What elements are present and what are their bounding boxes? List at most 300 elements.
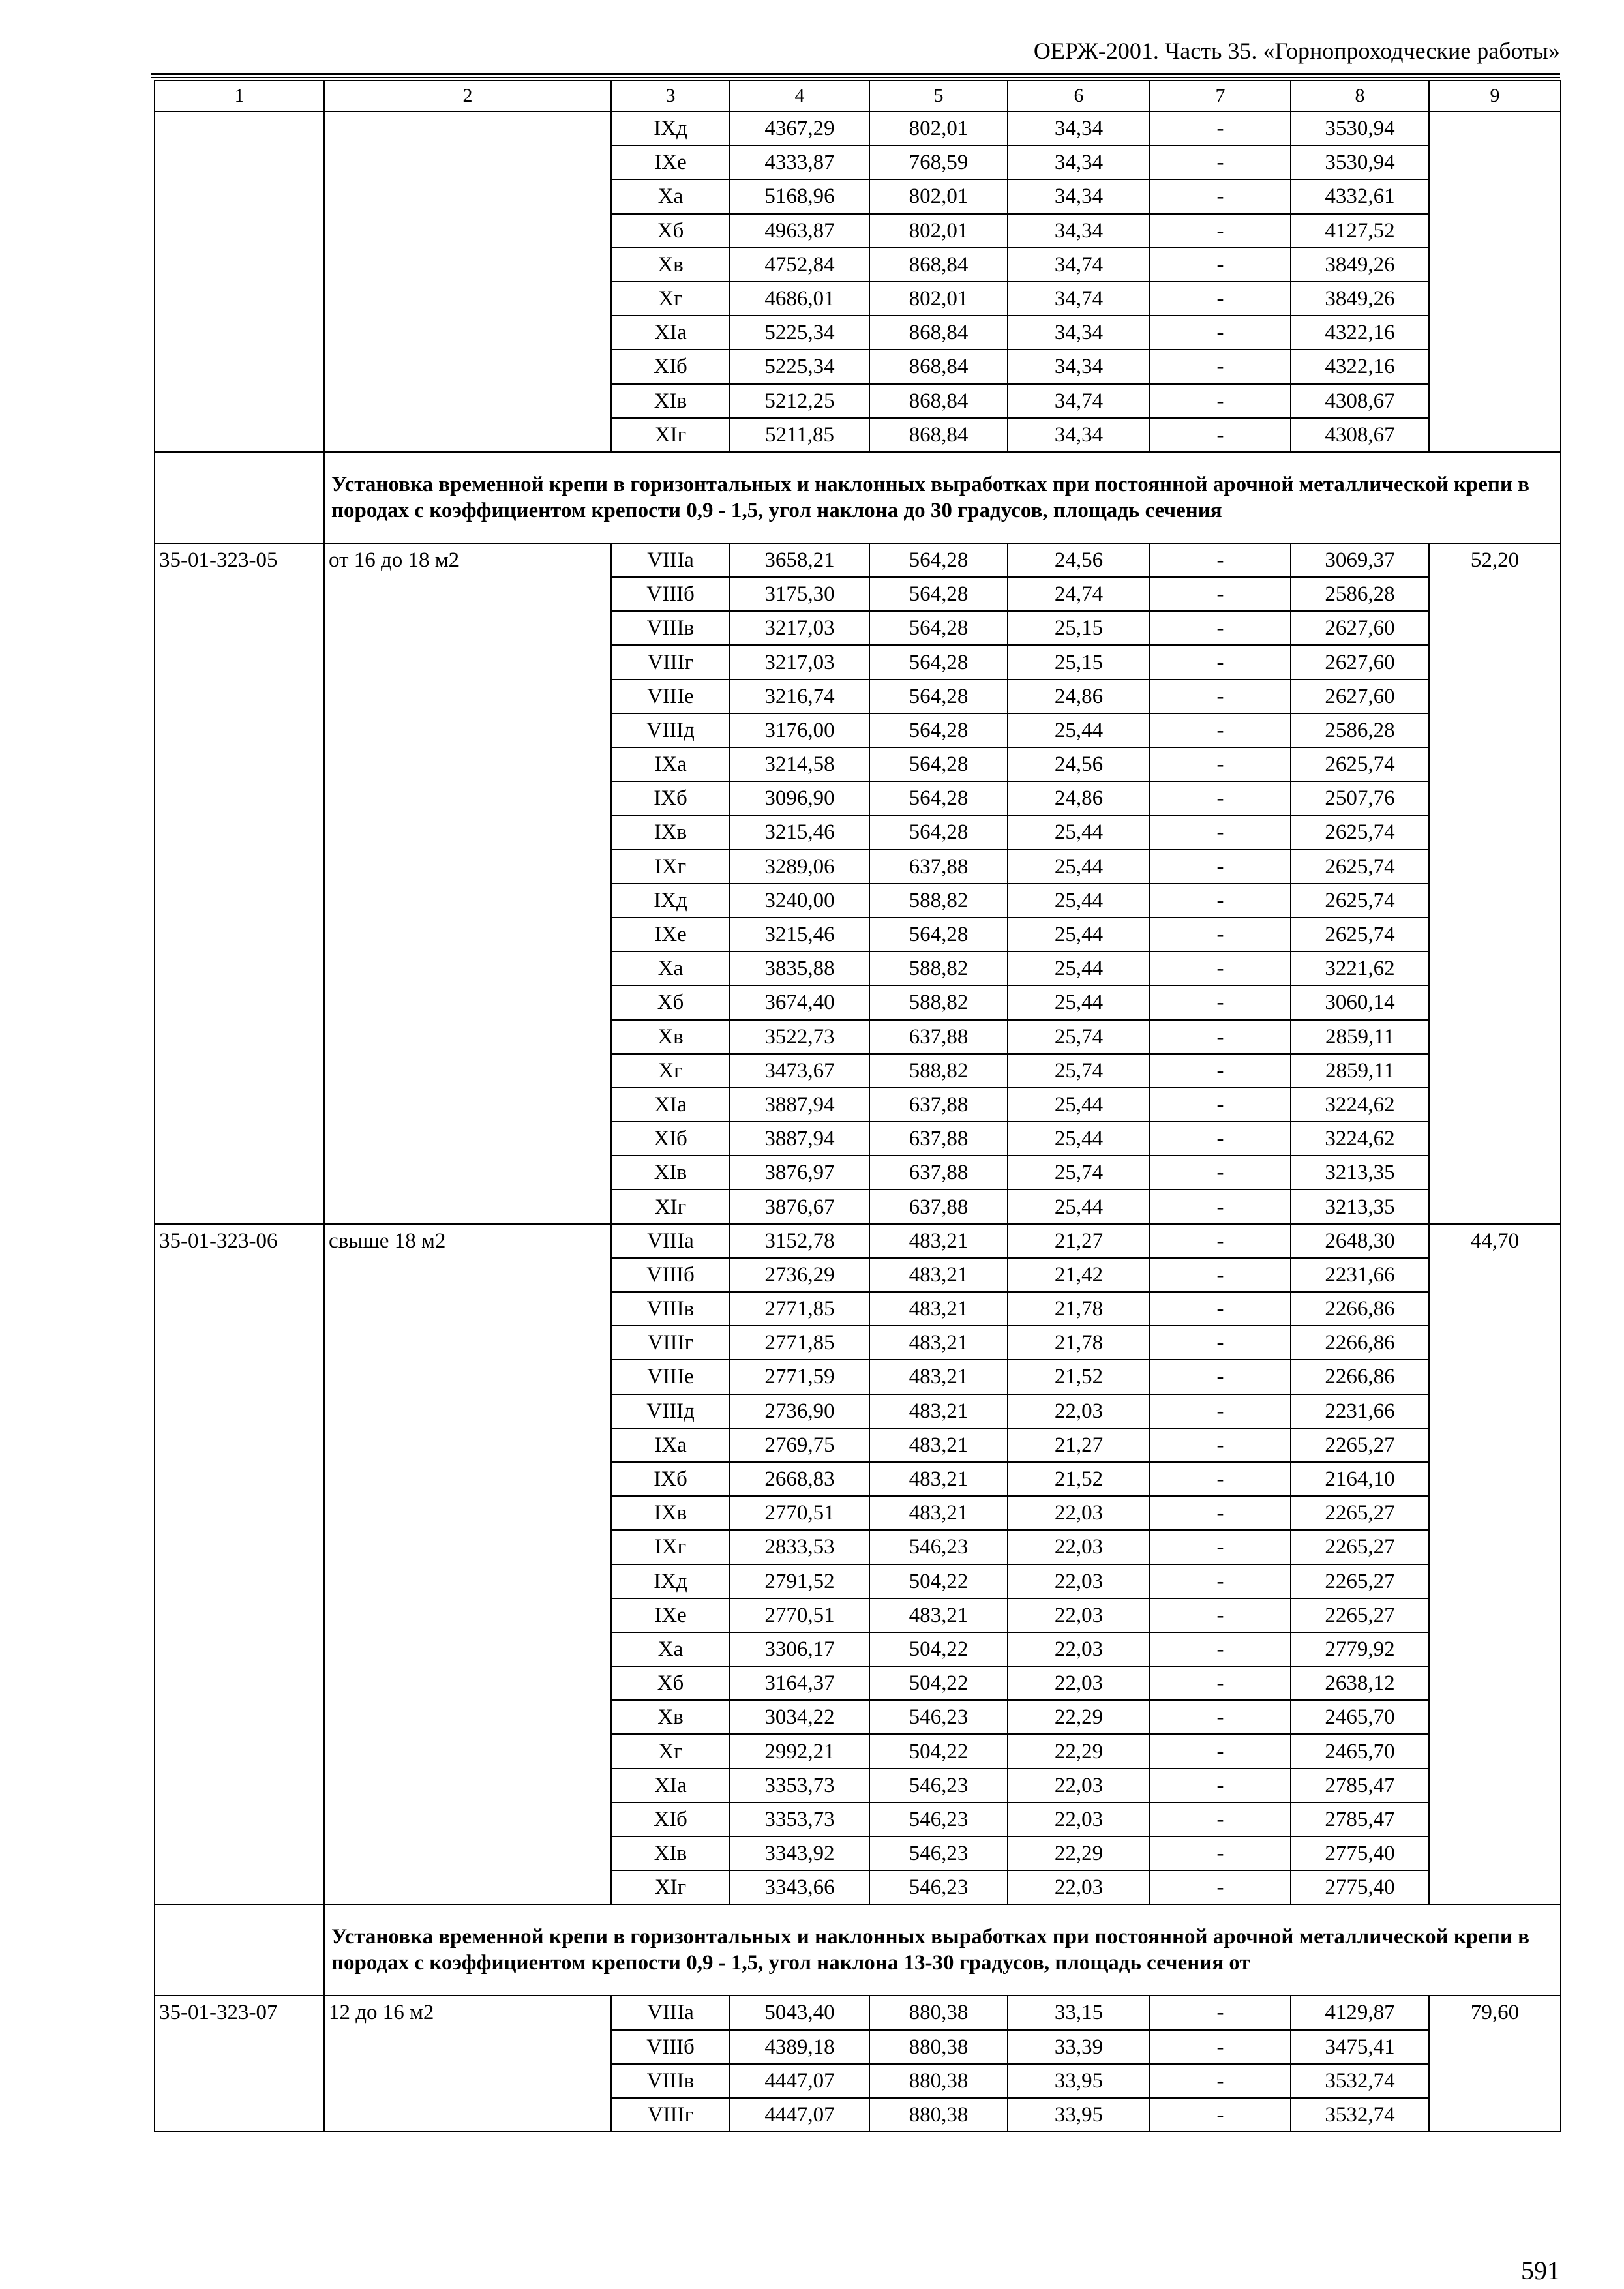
materials-cost: 2627,60	[1291, 645, 1429, 679]
machine-cost: 25,44	[1008, 918, 1150, 951]
rock-category: IXе	[611, 918, 730, 951]
materials-cost: 2625,74	[1291, 850, 1429, 884]
total-cost: 3215,46	[730, 815, 869, 849]
machine-cost: 25,74	[1008, 1054, 1150, 1088]
materials-cost: 4322,16	[1291, 316, 1429, 350]
wages: 637,88	[869, 850, 1008, 884]
driver-wages: -	[1150, 1496, 1291, 1530]
total-cost: 4333,87	[730, 145, 869, 179]
machine-cost: 22,29	[1008, 1836, 1150, 1870]
table-row	[155, 1996, 1561, 2029]
driver-wages: -	[1150, 815, 1291, 849]
rock-category: Xг	[611, 1734, 730, 1768]
wages: 564,28	[869, 645, 1008, 679]
rock-category: IXа	[611, 1428, 730, 1462]
rock-category: IXа	[611, 747, 730, 781]
wages: 483,21	[869, 1462, 1008, 1496]
machine-cost: 34,74	[1008, 248, 1150, 282]
machine-cost: 22,03	[1008, 1769, 1150, 1803]
rock-category: XIб	[611, 350, 730, 383]
wages: 504,22	[869, 1734, 1008, 1768]
machine-cost: 22,03	[1008, 1564, 1150, 1598]
machine-cost: 22,03	[1008, 1803, 1150, 1836]
wages: 880,38	[869, 1996, 1008, 2029]
materials-cost: 2638,12	[1291, 1666, 1429, 1700]
wages: 504,22	[869, 1632, 1008, 1666]
driver-wages: -	[1150, 112, 1291, 145]
rock-category: Xб	[611, 1666, 730, 1700]
driver-wages: -	[1150, 350, 1291, 383]
machine-cost: 21,27	[1008, 1428, 1150, 1462]
section-title: Установка временной крепи в горизонтальных и наклонных выработках при постоянной арочной металлической крепи в породах с коэффициентом крепости 0,9 - 1,5, угол наклона 13-30 градусов, площадь сечения от	[324, 1904, 1561, 1996]
machine-cost: 25,44	[1008, 951, 1150, 985]
wages: 564,28	[869, 815, 1008, 849]
materials-cost: 2465,70	[1291, 1734, 1429, 1768]
wages: 802,01	[869, 214, 1008, 248]
total-cost: 3343,66	[730, 1870, 869, 1904]
total-cost: 5225,34	[730, 350, 869, 383]
driver-wages: -	[1150, 418, 1291, 452]
labor-cost-empty	[1429, 112, 1561, 452]
machine-cost: 24,56	[1008, 543, 1150, 577]
driver-wages: -	[1150, 1769, 1291, 1803]
rock-category: VIIIв	[611, 611, 730, 645]
rock-category: Xб	[611, 985, 730, 1019]
wages: 546,23	[869, 1870, 1008, 1904]
rock-category: VIIIб	[611, 577, 730, 611]
driver-wages: -	[1150, 282, 1291, 316]
driver-wages: -	[1150, 1360, 1291, 1394]
rock-category: XIа	[611, 1769, 730, 1803]
driver-wages: -	[1150, 1836, 1291, 1870]
total-cost: 3674,40	[730, 985, 869, 1019]
machine-cost: 34,34	[1008, 316, 1150, 350]
column-number: 1	[155, 80, 324, 112]
total-cost: 5168,96	[730, 179, 869, 213]
wages: 868,84	[869, 350, 1008, 383]
driver-wages: -	[1150, 577, 1291, 611]
total-cost: 3214,58	[730, 747, 869, 781]
wages: 868,84	[869, 418, 1008, 452]
header-rule-thick	[151, 73, 1560, 75]
materials-cost: 3224,62	[1291, 1088, 1429, 1122]
machine-cost: 22,03	[1008, 1666, 1150, 1700]
column-number-row	[155, 80, 1561, 112]
wages: 483,21	[869, 1326, 1008, 1360]
rock-category: Xб	[611, 214, 730, 248]
wages: 483,21	[869, 1360, 1008, 1394]
total-cost: 3217,03	[730, 611, 869, 645]
wages: 483,21	[869, 1224, 1008, 1258]
driver-wages: -	[1150, 951, 1291, 985]
table-row	[155, 543, 1561, 577]
total-cost: 3176,00	[730, 713, 869, 747]
column-number: 3	[611, 80, 730, 112]
total-cost: 3215,46	[730, 918, 869, 951]
rock-category: IXв	[611, 815, 730, 849]
rock-category: VIIIг	[611, 2098, 730, 2132]
rock-category: IXв	[611, 1496, 730, 1530]
total-cost: 5043,40	[730, 1996, 869, 2029]
driver-wages: -	[1150, 248, 1291, 282]
materials-cost: 2265,27	[1291, 1598, 1429, 1632]
total-cost: 2770,51	[730, 1496, 869, 1530]
rock-category: Xа	[611, 179, 730, 213]
wages: 483,21	[869, 1292, 1008, 1326]
wages: 564,28	[869, 611, 1008, 645]
materials-cost: 2266,86	[1291, 1292, 1429, 1326]
rock-category: VIIIа	[611, 543, 730, 577]
driver-wages: -	[1150, 747, 1291, 781]
machine-cost: 25,44	[1008, 1088, 1150, 1122]
rock-category: XIб	[611, 1122, 730, 1156]
materials-cost: 2627,60	[1291, 680, 1429, 713]
materials-cost: 2266,86	[1291, 1360, 1429, 1394]
machine-cost: 22,03	[1008, 1870, 1150, 1904]
machine-cost: 25,44	[1008, 1189, 1150, 1223]
machine-cost: 33,15	[1008, 1996, 1150, 2029]
machine-cost: 34,34	[1008, 350, 1150, 383]
total-cost: 3096,90	[730, 781, 869, 815]
rock-category: VIIIа	[611, 1224, 730, 1258]
driver-wages: -	[1150, 918, 1291, 951]
materials-cost: 2507,76	[1291, 781, 1429, 815]
driver-wages: -	[1150, 1258, 1291, 1292]
driver-wages: -	[1150, 1530, 1291, 1564]
rock-category: VIIIе	[611, 1360, 730, 1394]
machine-cost: 25,44	[1008, 1122, 1150, 1156]
machine-cost: 25,74	[1008, 1020, 1150, 1054]
wages: 504,22	[869, 1666, 1008, 1700]
column-number: 8	[1291, 80, 1429, 112]
wages: 880,38	[869, 2030, 1008, 2064]
total-cost: 3034,22	[730, 1700, 869, 1734]
materials-cost: 3224,62	[1291, 1122, 1429, 1156]
total-cost: 2668,83	[730, 1462, 869, 1496]
rock-category: VIIIа	[611, 1996, 730, 2029]
machine-cost: 25,44	[1008, 985, 1150, 1019]
machine-cost: 25,44	[1008, 815, 1150, 849]
materials-cost: 2627,60	[1291, 611, 1429, 645]
rock-category: VIIIе	[611, 680, 730, 713]
labor-cost: 44,70	[1429, 1224, 1561, 1905]
materials-cost: 4308,67	[1291, 418, 1429, 452]
driver-wages: -	[1150, 1292, 1291, 1326]
driver-wages: -	[1150, 1020, 1291, 1054]
driver-wages: -	[1150, 543, 1291, 577]
materials-cost: 2265,27	[1291, 1564, 1429, 1598]
rock-category: XIв	[611, 1836, 730, 1870]
wages: 564,28	[869, 747, 1008, 781]
rock-category: Xа	[611, 951, 730, 985]
total-cost: 2770,51	[730, 1598, 869, 1632]
machine-cost: 22,03	[1008, 1598, 1150, 1632]
rock-category: IXг	[611, 850, 730, 884]
work-name: свыше 18 м2	[324, 1224, 611, 1905]
wages: 588,82	[869, 951, 1008, 985]
wages: 483,21	[869, 1258, 1008, 1292]
materials-cost: 2625,74	[1291, 747, 1429, 781]
table-row	[155, 1224, 1561, 1258]
machine-cost: 21,27	[1008, 1224, 1150, 1258]
driver-wages: -	[1150, 214, 1291, 248]
driver-wages: -	[1150, 179, 1291, 213]
resource-code: 35-01-323-07	[155, 1996, 324, 2132]
driver-wages: -	[1150, 1598, 1291, 1632]
rates-table-body	[155, 80, 1561, 2132]
machine-cost: 25,44	[1008, 850, 1150, 884]
driver-wages: -	[1150, 1462, 1291, 1496]
machine-cost: 22,29	[1008, 1700, 1150, 1734]
total-cost: 2771,59	[730, 1360, 869, 1394]
total-cost: 2736,29	[730, 1258, 869, 1292]
driver-wages: -	[1150, 781, 1291, 815]
driver-wages: -	[1150, 2064, 1291, 2098]
materials-cost: 2586,28	[1291, 577, 1429, 611]
wages: 768,59	[869, 145, 1008, 179]
wages: 483,21	[869, 1394, 1008, 1428]
materials-cost: 2775,40	[1291, 1870, 1429, 1904]
column-number: 9	[1429, 80, 1561, 112]
wages: 637,88	[869, 1156, 1008, 1189]
total-cost: 3343,92	[730, 1836, 869, 1870]
materials-cost: 3530,94	[1291, 145, 1429, 179]
total-cost: 3876,67	[730, 1189, 869, 1223]
driver-wages: -	[1150, 850, 1291, 884]
materials-cost: 2779,92	[1291, 1632, 1429, 1666]
total-cost: 2771,85	[730, 1326, 869, 1360]
wages: 546,23	[869, 1700, 1008, 1734]
driver-wages: -	[1150, 1224, 1291, 1258]
wages: 880,38	[869, 2064, 1008, 2098]
materials-cost: 2859,11	[1291, 1020, 1429, 1054]
total-cost: 3152,78	[730, 1224, 869, 1258]
resource-code: 35-01-323-06	[155, 1224, 324, 1905]
materials-cost: 3213,35	[1291, 1156, 1429, 1189]
rock-category: IXб	[611, 1462, 730, 1496]
total-cost: 3887,94	[730, 1122, 869, 1156]
materials-cost: 2265,27	[1291, 1428, 1429, 1462]
rock-category: XIб	[611, 1803, 730, 1836]
driver-wages: -	[1150, 1734, 1291, 1768]
driver-wages: -	[1150, 2030, 1291, 2064]
wages: 483,21	[869, 1428, 1008, 1462]
rates-table	[154, 80, 1561, 2132]
rock-category: XIв	[611, 1156, 730, 1189]
wages: 564,28	[869, 918, 1008, 951]
section-code-empty	[155, 452, 324, 543]
materials-cost: 2625,74	[1291, 815, 1429, 849]
total-cost: 3658,21	[730, 543, 869, 577]
total-cost: 4752,84	[730, 248, 869, 282]
driver-wages: -	[1150, 1189, 1291, 1223]
rock-category: XIа	[611, 316, 730, 350]
wages: 802,01	[869, 112, 1008, 145]
total-cost: 2736,90	[730, 1394, 869, 1428]
total-cost: 3522,73	[730, 1020, 869, 1054]
wages: 564,28	[869, 781, 1008, 815]
wages: 588,82	[869, 884, 1008, 918]
rock-category: VIIIг	[611, 645, 730, 679]
machine-cost: 25,15	[1008, 645, 1150, 679]
rock-category: IXе	[611, 1598, 730, 1632]
driver-wages: -	[1150, 713, 1291, 747]
machine-cost: 33,39	[1008, 2030, 1150, 2064]
machine-cost: 21,52	[1008, 1462, 1150, 1496]
driver-wages: -	[1150, 1700, 1291, 1734]
driver-wages: -	[1150, 680, 1291, 713]
machine-cost: 25,44	[1008, 713, 1150, 747]
materials-cost: 3069,37	[1291, 543, 1429, 577]
rock-category: VIIIб	[611, 1258, 730, 1292]
materials-cost: 4332,61	[1291, 179, 1429, 213]
driver-wages: -	[1150, 1394, 1291, 1428]
wages: 868,84	[869, 248, 1008, 282]
table-row	[155, 112, 1561, 145]
labor-cost: 79,60	[1429, 1996, 1561, 2132]
rock-category: XIг	[611, 1189, 730, 1223]
rock-category: VIIIд	[611, 1394, 730, 1428]
wages: 564,28	[869, 713, 1008, 747]
labor-cost: 52,20	[1429, 543, 1561, 1224]
wages: 637,88	[869, 1020, 1008, 1054]
materials-cost: 2859,11	[1291, 1054, 1429, 1088]
driver-wages: -	[1150, 611, 1291, 645]
materials-cost: 3221,62	[1291, 951, 1429, 985]
materials-cost: 2266,86	[1291, 1326, 1429, 1360]
wages: 546,23	[869, 1769, 1008, 1803]
resource-code-empty	[155, 112, 324, 452]
machine-cost: 22,03	[1008, 1530, 1150, 1564]
wages: 564,28	[869, 680, 1008, 713]
header-rule-thin	[151, 77, 1560, 78]
driver-wages: -	[1150, 1326, 1291, 1360]
machine-cost: 25,74	[1008, 1156, 1150, 1189]
machine-cost: 21,78	[1008, 1326, 1150, 1360]
machine-cost: 34,34	[1008, 112, 1150, 145]
total-cost: 2771,85	[730, 1292, 869, 1326]
wages: 868,84	[869, 384, 1008, 418]
rock-category: IXб	[611, 781, 730, 815]
machine-cost: 24,86	[1008, 680, 1150, 713]
machine-cost: 21,78	[1008, 1292, 1150, 1326]
total-cost: 4963,87	[730, 214, 869, 248]
materials-cost: 2785,47	[1291, 1803, 1429, 1836]
rock-category: Xв	[611, 1020, 730, 1054]
wages: 637,88	[869, 1088, 1008, 1122]
section-code-empty	[155, 1904, 324, 1996]
driver-wages: -	[1150, 1803, 1291, 1836]
total-cost: 3473,67	[730, 1054, 869, 1088]
driver-wages: -	[1150, 316, 1291, 350]
materials-cost: 2775,40	[1291, 1836, 1429, 1870]
machine-cost: 34,74	[1008, 282, 1150, 316]
driver-wages: -	[1150, 145, 1291, 179]
machine-cost: 24,74	[1008, 577, 1150, 611]
materials-cost: 2164,10	[1291, 1462, 1429, 1496]
column-number: 5	[869, 80, 1008, 112]
machine-cost: 22,03	[1008, 1632, 1150, 1666]
rock-category: IXд	[611, 112, 730, 145]
page-header-title: ОЕРЖ-2001. Часть 35. «Горнопроходческие работы»	[1033, 38, 1560, 64]
section-row	[155, 1904, 1561, 1996]
machine-cost: 33,95	[1008, 2098, 1150, 2132]
driver-wages: -	[1150, 884, 1291, 918]
wages: 868,84	[869, 316, 1008, 350]
machine-cost: 21,42	[1008, 1258, 1150, 1292]
rock-category: VIIIд	[611, 713, 730, 747]
machine-cost: 34,34	[1008, 214, 1150, 248]
work-name-empty	[324, 112, 611, 452]
section-row	[155, 452, 1561, 543]
materials-cost: 2785,47	[1291, 1769, 1429, 1803]
driver-wages: -	[1150, 1088, 1291, 1122]
total-cost: 4447,07	[730, 2064, 869, 2098]
materials-cost: 3849,26	[1291, 282, 1429, 316]
driver-wages: -	[1150, 1996, 1291, 2029]
materials-cost: 4322,16	[1291, 350, 1429, 383]
wages: 546,23	[869, 1530, 1008, 1564]
driver-wages: -	[1150, 2098, 1291, 2132]
driver-wages: -	[1150, 1564, 1291, 1598]
total-cost: 3289,06	[730, 850, 869, 884]
driver-wages: -	[1150, 1632, 1291, 1666]
rock-category: XIг	[611, 418, 730, 452]
resource-code: 35-01-323-05	[155, 543, 324, 1224]
total-cost: 3887,94	[730, 1088, 869, 1122]
total-cost: 3353,73	[730, 1769, 869, 1803]
wages: 637,88	[869, 1189, 1008, 1223]
machine-cost: 34,34	[1008, 418, 1150, 452]
wages: 880,38	[869, 2098, 1008, 2132]
rock-category: Xг	[611, 282, 730, 316]
wages: 802,01	[869, 179, 1008, 213]
rock-category: IXг	[611, 1530, 730, 1564]
rock-category: XIг	[611, 1870, 730, 1904]
machine-cost: 24,86	[1008, 781, 1150, 815]
rock-category: VIIIб	[611, 2030, 730, 2064]
driver-wages: -	[1150, 1870, 1291, 1904]
materials-cost: 2625,74	[1291, 884, 1429, 918]
total-cost: 2992,21	[730, 1734, 869, 1768]
rock-category: XIв	[611, 384, 730, 418]
wages: 588,82	[869, 1054, 1008, 1088]
materials-cost: 2231,66	[1291, 1394, 1429, 1428]
total-cost: 4686,01	[730, 282, 869, 316]
rock-category: Xг	[611, 1054, 730, 1088]
wages: 588,82	[869, 985, 1008, 1019]
page-number: 591	[1521, 2256, 1560, 2285]
materials-cost: 3532,74	[1291, 2064, 1429, 2098]
rock-category: Xв	[611, 248, 730, 282]
wages: 802,01	[869, 282, 1008, 316]
rock-category: IXд	[611, 1564, 730, 1598]
machine-cost: 34,34	[1008, 145, 1150, 179]
total-cost: 3175,30	[730, 577, 869, 611]
total-cost: 3306,17	[730, 1632, 869, 1666]
machine-cost: 34,74	[1008, 384, 1150, 418]
machine-cost: 24,56	[1008, 747, 1150, 781]
total-cost: 3353,73	[730, 1803, 869, 1836]
column-number: 4	[730, 80, 869, 112]
machine-cost: 25,44	[1008, 884, 1150, 918]
driver-wages: -	[1150, 1054, 1291, 1088]
rock-category: IXе	[611, 145, 730, 179]
rock-category: IXд	[611, 884, 730, 918]
work-name: 12 до 16 м2	[324, 1996, 611, 2132]
rock-category: VIIIв	[611, 1292, 730, 1326]
driver-wages: -	[1150, 985, 1291, 1019]
